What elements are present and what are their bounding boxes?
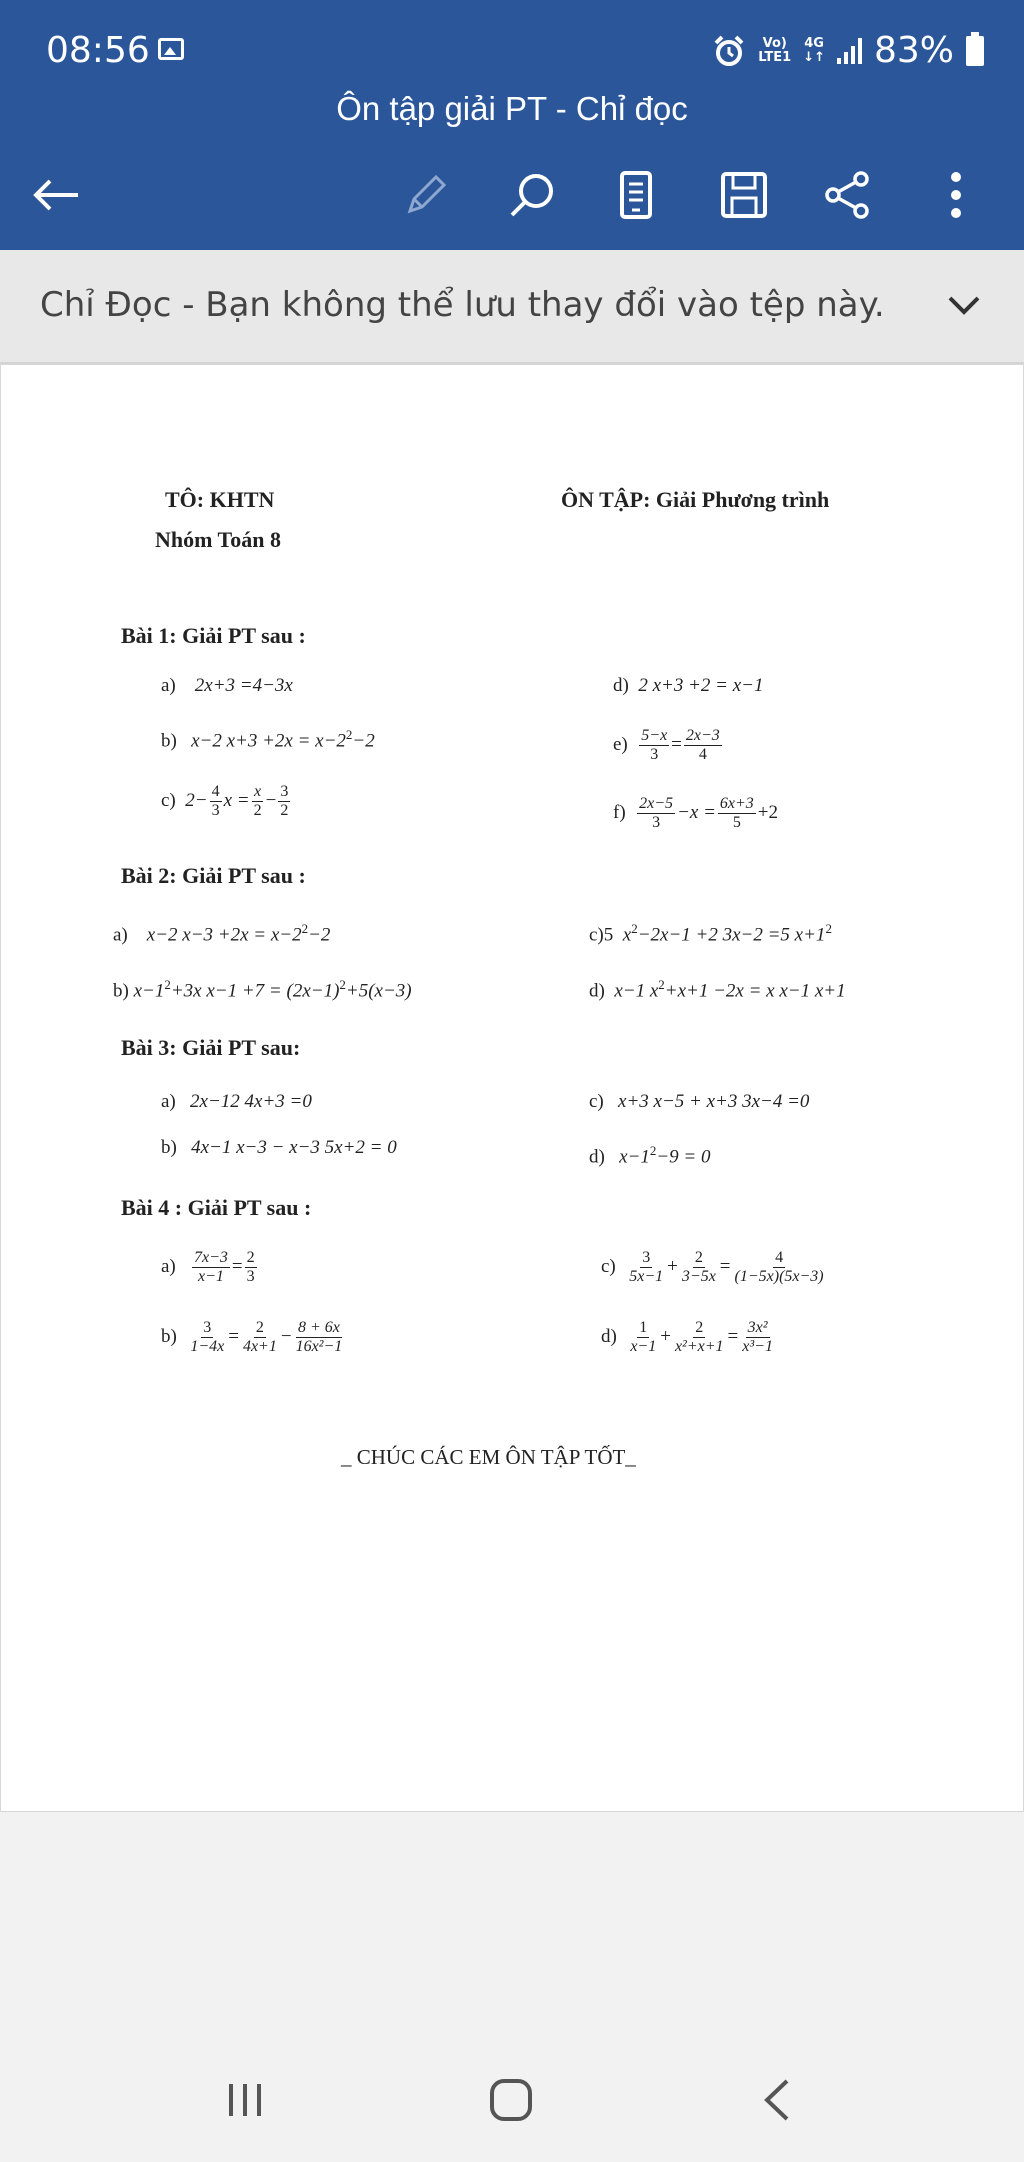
search-icon[interactable] <box>502 165 562 225</box>
header-topic: ÔN TẬP: Giải Phương trình <box>561 487 830 512</box>
equation: a) 2x−12 4x+3 =0 <box>161 1091 312 1112</box>
more-options-icon[interactable] <box>926 165 986 225</box>
alarm-icon <box>712 34 746 68</box>
equation: c) $\frac{3}{5x-1}$ + $\frac{2}{3-5x}$ = $\frac{4}{(1-5x)(5x-3)}$ <box>601 1249 824 1285</box>
app-bar <box>0 0 1024 250</box>
section-title: Bài 2: Giải PT sau : <box>121 863 306 888</box>
equation: c) x+3 x−5 + x+3 3x−4 =0 <box>589 1091 810 1112</box>
volte-indicator: Vo) LTE1 <box>758 35 792 65</box>
battery-percent: 83% <box>873 30 954 71</box>
data-indicator: 4G ↓↑ <box>803 35 825 65</box>
equation: e) $\frac{5-x}{3}$ = $\frac{2x-3}{4}$ <box>613 727 720 763</box>
gallery-notification-icon <box>158 38 184 60</box>
equation: b) $\frac{3}{1-4x}$ = $\frac{2}{4x+1}$ − $\frac{8 + 6x}{\text{16x²−1}}$ <box>161 1319 343 1355</box>
read-only-banner[interactable] <box>0 250 1024 364</box>
equation: c) 2− $\frac{4}{3}$ x = $\frac{x}{2}$ − $\frac{3}{2}$ <box>161 783 289 819</box>
equation: d) x−1 $x^2+x+1 -2x = x$ x−1 x+1 <box>589 977 846 1002</box>
equation: b) x−2 $x+3 +2x = x-2^2-2$ <box>161 727 375 752</box>
home-icon[interactable] <box>466 2060 556 2140</box>
signal-icon <box>837 38 862 64</box>
document-page <box>0 364 1024 1812</box>
document-title: Ôn tập giải PT - Chỉ đọc <box>336 90 688 127</box>
equation: c)5 $x^2-2x-1 +2$ 3x−2 =5 $x+1^2$ <box>589 921 832 946</box>
chevron-down-icon[interactable] <box>944 290 984 320</box>
equation: b) $x-1^2+3x$ $x-1 +7 = (2x-1)^2+5(x-3)$ <box>113 977 412 1002</box>
header-group: TÔ: KHTN <box>165 487 275 512</box>
save-icon[interactable] <box>714 165 774 225</box>
battery-icon <box>966 36 984 66</box>
share-icon[interactable] <box>818 165 878 225</box>
header-team: Nhóm Toán 8 <box>155 527 281 552</box>
back-icon[interactable] <box>732 2060 822 2140</box>
pencil-icon[interactable] <box>396 165 456 225</box>
section-title: Bài 1: Giải PT sau : <box>121 623 306 648</box>
equation: a) x−2 $x-3 +2x = x-2^2-2$ <box>113 921 331 946</box>
navigation-bar <box>0 2040 1024 2162</box>
equation: b) 4x−1 x−3 − x−3 5x+2 = 0 <box>161 1137 397 1158</box>
section-title: Bài 3: Giải PT sau: <box>121 1035 301 1060</box>
equation: f) $\frac{2x-5}{3}$ −x = $\frac{6x+3}{5}$ +2 <box>613 795 779 831</box>
equation: a) 2x+3 =4−3x <box>161 675 293 696</box>
back-arrow-icon[interactable] <box>26 165 86 225</box>
equation: a) $\frac{7x-3}{x-1}$ = $\frac{2}{3}$ <box>161 1249 255 1285</box>
closing-message: _ CHÚC CÁC EM ÔN TẬP TỐT_ <box>341 1445 636 1469</box>
equation: d) 2 x+3 +2 = x−1 <box>613 675 764 696</box>
equation: d) $x-1^2-9 = 0$ <box>589 1143 711 1168</box>
status-icons <box>712 30 984 71</box>
recent-apps-icon[interactable] <box>200 2060 290 2140</box>
equation: d) $\frac{1}{x-1}$ + $\frac{2}{\text{x²+x+1}}$ = $\frac{\text{3x²}}{\text{x³−1}}$ <box>601 1319 773 1355</box>
status-time: 08:56 <box>46 30 150 71</box>
section-title: Bài 4 : Giải PT sau : <box>121 1195 312 1220</box>
read-only-message: Chỉ Đọc - Bạn không thể lưu thay đổi vào tệp này. <box>40 285 885 325</box>
reading-view-icon[interactable] <box>606 165 666 225</box>
